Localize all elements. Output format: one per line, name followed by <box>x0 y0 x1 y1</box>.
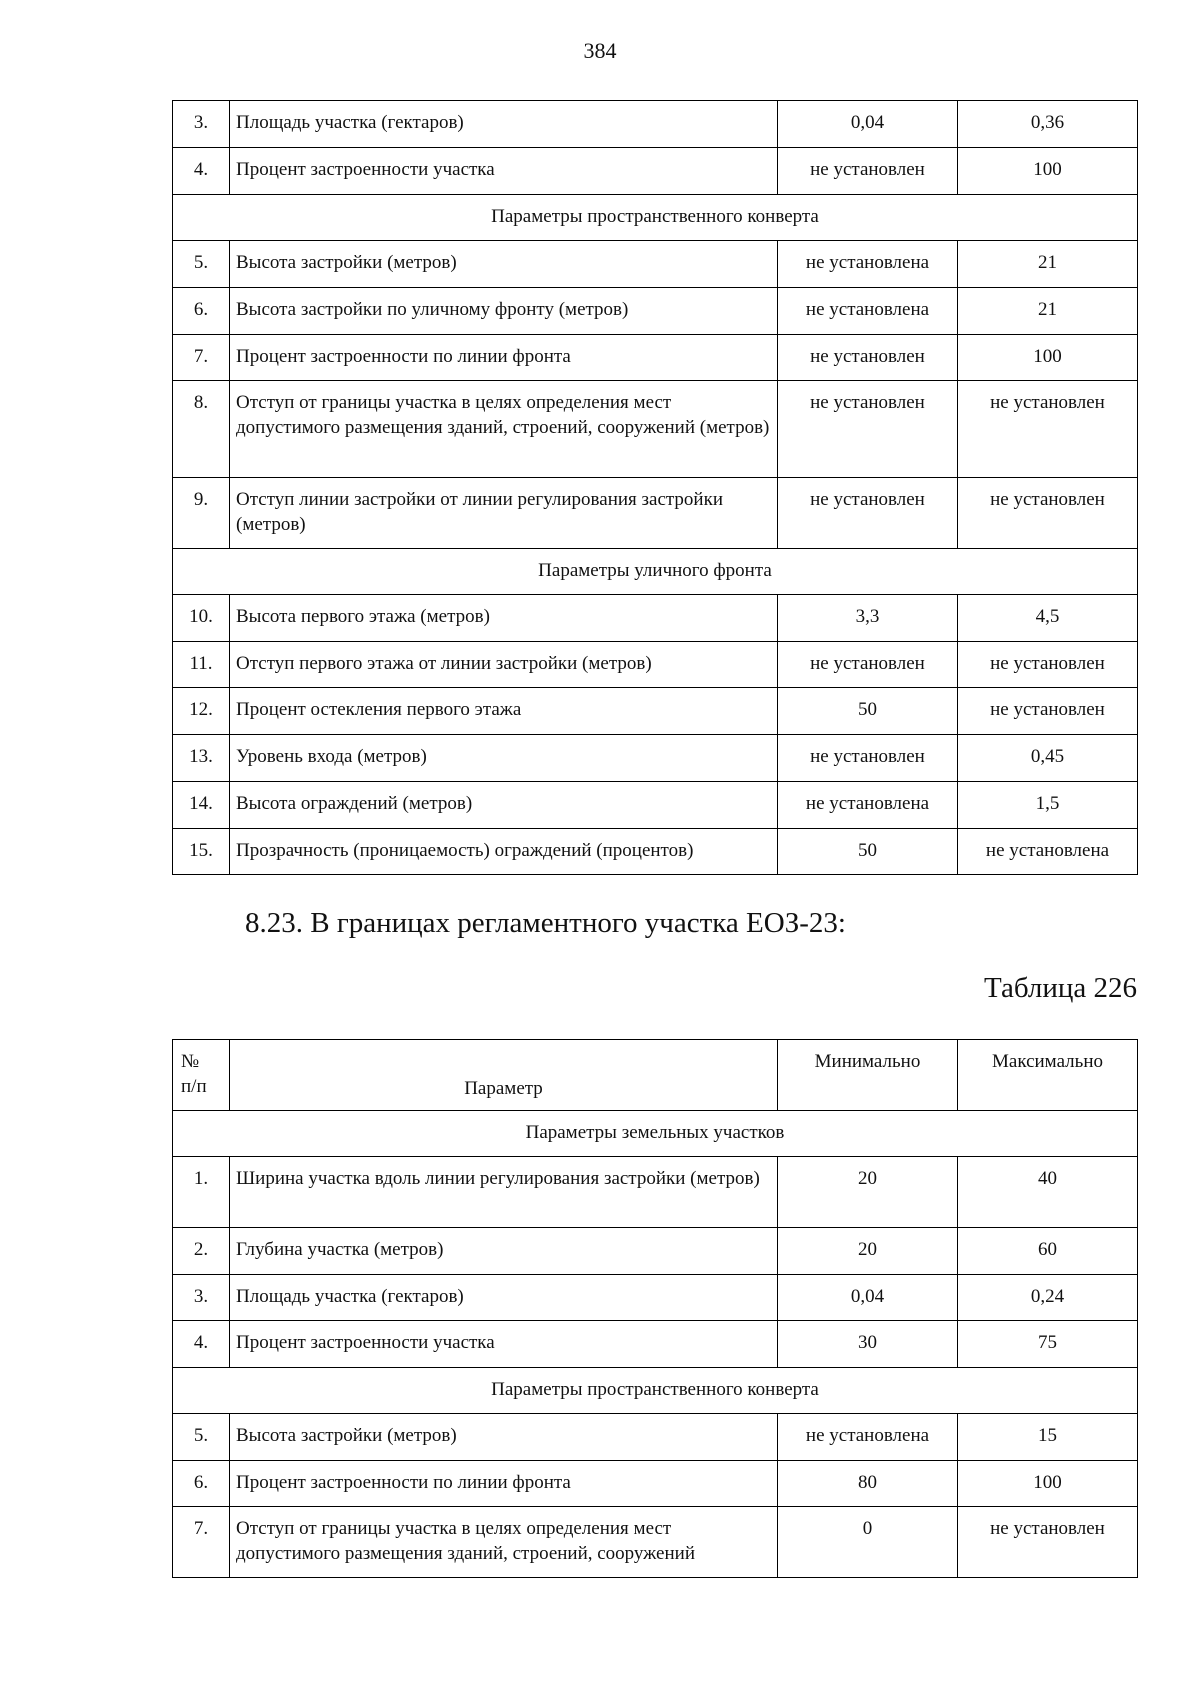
minimum-value: не установлен <box>778 642 958 688</box>
row-number: 14. <box>173 782 230 829</box>
parameter-name: Отступ от границы участка в целях определения мест допустимого размещения зданий, строений, сооружений <box>230 1507 778 1578</box>
minimum-value: 30 <box>778 1321 958 1368</box>
row-number: 8. <box>173 381 230 478</box>
minimum-value: не установлена <box>778 288 958 335</box>
table-caption: Таблица 226 <box>983 972 1137 1004</box>
table-row <box>173 1275 1138 1321</box>
minimum-value: 50 <box>778 688 958 735</box>
maximum-value: 40 <box>958 1157 1138 1228</box>
table-body <box>173 101 1138 875</box>
table-row <box>173 381 1138 478</box>
maximum-value: 1,5 <box>958 782 1138 829</box>
minimum-value: 20 <box>778 1157 958 1228</box>
parameter-name: Процент застроенности участка <box>230 1321 778 1368</box>
parameters-table-continued <box>172 100 1138 875</box>
maximum-value: не установлен <box>958 478 1138 549</box>
section-title: Параметры пространственного конверта <box>173 1368 1138 1414</box>
section-title: Параметры уличного фронта <box>173 549 1138 595</box>
table-row <box>173 241 1138 288</box>
minimum-value: не установлена <box>778 1414 958 1461</box>
header-maximum: Максимально <box>958 1040 1138 1111</box>
maximum-value: 15 <box>958 1414 1138 1461</box>
maximum-value: 21 <box>958 288 1138 335</box>
maximum-value: не установлен <box>958 1507 1138 1578</box>
row-number: 4. <box>173 148 230 195</box>
table-row <box>173 335 1138 381</box>
minimum-value: 0 <box>778 1507 958 1578</box>
header-parameter: Параметр <box>230 1040 778 1111</box>
parameter-name: Отступ линии застройки от линии регулирования застройки (метров) <box>230 478 778 549</box>
parameter-name: Уровень входа (метров) <box>230 735 778 782</box>
row-number: 9. <box>173 478 230 549</box>
table-row <box>173 101 1138 148</box>
minimum-value: не установлен <box>778 381 958 478</box>
page-number: 384 <box>583 38 617 63</box>
table-row <box>173 1228 1138 1275</box>
parameter-name: Процент остекления первого этажа <box>230 688 778 735</box>
parameter-name: Глубина участка (метров) <box>230 1228 778 1275</box>
row-number: 1. <box>173 1157 230 1228</box>
parameters-table-226 <box>172 1039 1138 1578</box>
maximum-value: не установлен <box>958 642 1138 688</box>
parameter-name: Прозрачность (проницаемость) ограждений (процентов) <box>230 829 778 875</box>
table-row <box>173 1321 1138 1368</box>
minimum-value: 20 <box>778 1228 958 1275</box>
section-row <box>173 195 1138 241</box>
row-number: 15. <box>173 829 230 875</box>
table-row <box>173 1461 1138 1507</box>
parameter-name: Площадь участка (гектаров) <box>230 101 778 148</box>
row-number: 3. <box>173 101 230 148</box>
row-number: 5. <box>173 241 230 288</box>
minimum-value: не установлен <box>778 735 958 782</box>
header-minimum: Минимально <box>778 1040 958 1111</box>
table-row <box>173 148 1138 195</box>
section-heading: 8.23. В границах регламентного участка ЕОЗ-23: <box>245 907 846 939</box>
maximum-value: 100 <box>958 148 1138 195</box>
table-row <box>173 829 1138 875</box>
header-number-text: № п/п <box>181 1051 207 1097</box>
table-row <box>173 735 1138 782</box>
row-number: 5. <box>173 1414 230 1461</box>
minimum-value: не установлена <box>778 782 958 829</box>
maximum-value: 4,5 <box>958 595 1138 642</box>
table-row <box>173 288 1138 335</box>
row-number: 10. <box>173 595 230 642</box>
maximum-value: не установлена <box>958 829 1138 875</box>
table-row <box>173 782 1138 829</box>
header-number <box>173 1040 230 1111</box>
row-number: 2. <box>173 1228 230 1275</box>
minimum-value: не установлен <box>778 478 958 549</box>
section-row <box>173 549 1138 595</box>
parameter-name: Отступ от границы участка в целях определения мест допустимого размещения зданий, строений, сооружений (метров) <box>230 381 778 478</box>
maximum-value: 100 <box>958 335 1138 381</box>
row-number: 13. <box>173 735 230 782</box>
row-number: 6. <box>173 288 230 335</box>
section-row <box>173 1111 1138 1157</box>
section-title: Параметры земельных участков <box>173 1111 1138 1157</box>
row-number: 7. <box>173 1507 230 1578</box>
parameter-name: Высота застройки (метров) <box>230 1414 778 1461</box>
parameter-name: Процент застроенности участка <box>230 148 778 195</box>
row-number: 7. <box>173 335 230 381</box>
section-title: Параметры пространственного конверта <box>173 195 1138 241</box>
parameter-name: Ширина участка вдоль линии регулирования застройки (метров) <box>230 1157 778 1228</box>
parameter-name: Процент застроенности по линии фронта <box>230 335 778 381</box>
minimum-value: 3,3 <box>778 595 958 642</box>
maximum-value: 75 <box>958 1321 1138 1368</box>
minimum-value: не установлена <box>778 241 958 288</box>
maximum-value: не установлен <box>958 381 1138 478</box>
parameter-name: Высота застройки (метров) <box>230 241 778 288</box>
table-row <box>173 1507 1138 1578</box>
maximum-value: 60 <box>958 1228 1138 1275</box>
maximum-value: 0,45 <box>958 735 1138 782</box>
parameter-name: Высота ограждений (метров) <box>230 782 778 829</box>
minimum-value: не установлен <box>778 148 958 195</box>
maximum-value: 0,36 <box>958 101 1138 148</box>
row-number: 4. <box>173 1321 230 1368</box>
maximum-value: 0,24 <box>958 1275 1138 1321</box>
maximum-value: не установлен <box>958 688 1138 735</box>
minimum-value: 50 <box>778 829 958 875</box>
minimum-value: не установлен <box>778 335 958 381</box>
parameter-name: Площадь участка (гектаров) <box>230 1275 778 1321</box>
parameter-name: Процент застроенности по линии фронта <box>230 1461 778 1507</box>
row-number: 3. <box>173 1275 230 1321</box>
row-number: 11. <box>173 642 230 688</box>
table-row <box>173 642 1138 688</box>
row-number: 12. <box>173 688 230 735</box>
minimum-value: 0,04 <box>778 101 958 148</box>
table-row <box>173 688 1138 735</box>
table-row <box>173 1414 1138 1461</box>
table-row <box>173 595 1138 642</box>
table-header-row <box>173 1040 1138 1111</box>
parameter-name: Отступ первого этажа от линии застройки (метров) <box>230 642 778 688</box>
parameter-name: Высота первого этажа (метров) <box>230 595 778 642</box>
table-body <box>173 1111 1138 1578</box>
minimum-value: 80 <box>778 1461 958 1507</box>
maximum-value: 21 <box>958 241 1138 288</box>
parameter-name: Высота застройки по уличному фронту (метров) <box>230 288 778 335</box>
row-number: 6. <box>173 1461 230 1507</box>
table-row <box>173 478 1138 549</box>
minimum-value: 0,04 <box>778 1275 958 1321</box>
section-row <box>173 1368 1138 1414</box>
maximum-value: 100 <box>958 1461 1138 1507</box>
table-row <box>173 1157 1138 1228</box>
